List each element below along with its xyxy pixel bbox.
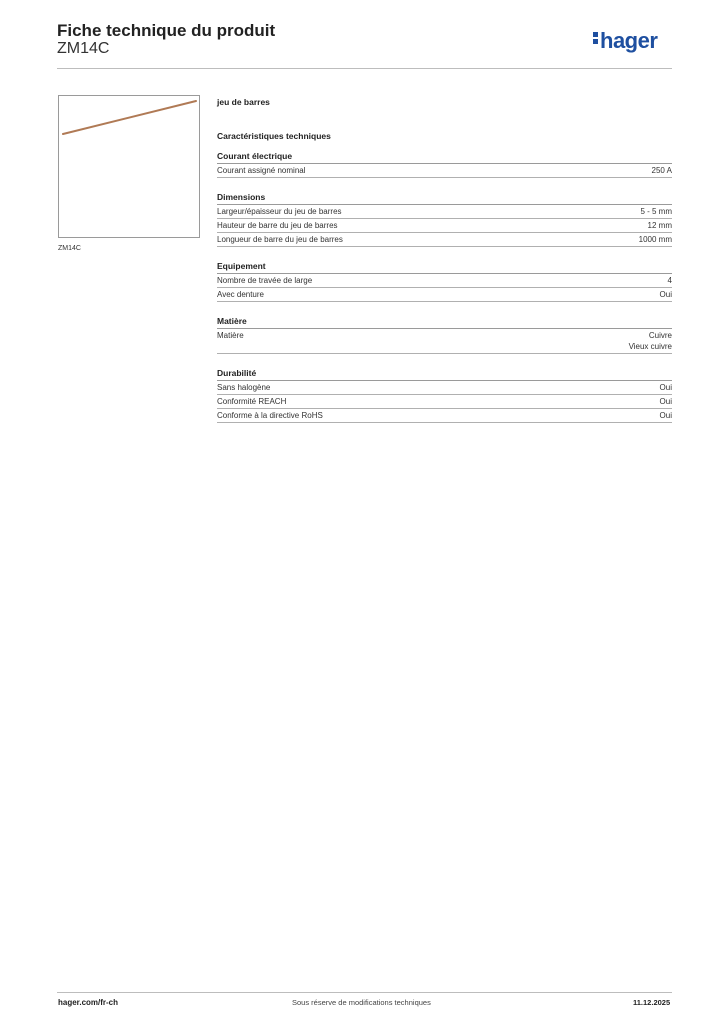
footer-date: 11.12.2025 [633,998,671,1007]
logo-text: hager [600,28,658,53]
spec-label: Avec denture [217,290,264,299]
spec-row [217,381,672,395]
spec-value [660,382,672,393]
busbar-icon [59,96,201,239]
header-divider [57,68,672,69]
spec-value [629,330,672,352]
spec-row [217,288,672,302]
spec-groups [217,150,672,423]
spec-row [217,395,672,409]
spec-row [217,164,672,178]
spec-group-heading: Equipement [217,260,672,274]
spec-value-line: Oui [659,397,672,406]
spec-label: Sans halogène [217,383,271,392]
product-code: ZM14C [57,40,110,57]
spec-value [648,220,672,231]
spec-value-line: 4 [667,276,672,285]
footer-disclaimer: Sous réserve de modifications techniques [292,998,431,1007]
spec-value-line: 1000 mm [638,235,672,244]
product-type: jeu de barres [217,97,270,107]
spec-label: Largeur/épaisseur du jeu de barres [217,207,342,216]
spec-row [217,219,672,233]
image-caption: ZM14C [58,245,81,252]
spec-row [217,329,672,354]
spec-value [660,289,672,300]
spec-value [640,206,672,217]
spec-value [668,275,672,286]
product-image [58,95,200,238]
spec-value-line: Oui [659,383,672,392]
spec-value [639,234,672,245]
spec-group-heading: Matière [217,315,672,329]
spec-value-line: 250 A [651,166,672,175]
spec-content [217,96,672,423]
spec-value-line: Vieux cuivre [628,342,672,351]
spec-value [660,410,672,421]
spec-row [217,233,672,247]
spec-label: Matière [217,331,244,340]
hager-logo [593,28,657,54]
spec-label: Conformité REACH [217,397,287,406]
spec-group-heading: Durabilité [217,367,672,381]
spec-label: Conforme à la directive RoHS [217,411,323,420]
spec-value-line: 12 mm [647,221,672,230]
page-title: Fiche technique du produit [57,21,276,40]
spec-row [217,205,672,219]
logo-colon-icon [593,30,598,46]
spec-value-line: Oui [659,290,672,299]
spec-label: Nombre de travée de large [217,276,313,285]
spec-value-line: 5 - 5 mm [640,207,672,216]
spec-value [652,165,672,176]
footer-website-link[interactable]: hager.com/fr-ch [58,998,119,1007]
spec-row [217,274,672,288]
spec-value-line: Cuivre [648,331,672,340]
spec-value-line: Oui [659,411,672,420]
spec-group-heading: Dimensions [217,191,672,205]
spec-value [660,396,672,407]
spec-group-heading: Courant électrique [217,150,672,164]
spec-label: Hauteur de barre du jeu de barres [217,221,338,230]
spec-label: Longueur de barre du jeu de barres [217,235,343,244]
spec-label: Courant assigné nominal [217,166,306,175]
characteristics-heading: Caractéristiques techniques [217,131,331,141]
spec-row [217,409,672,423]
footer-divider [57,992,672,993]
